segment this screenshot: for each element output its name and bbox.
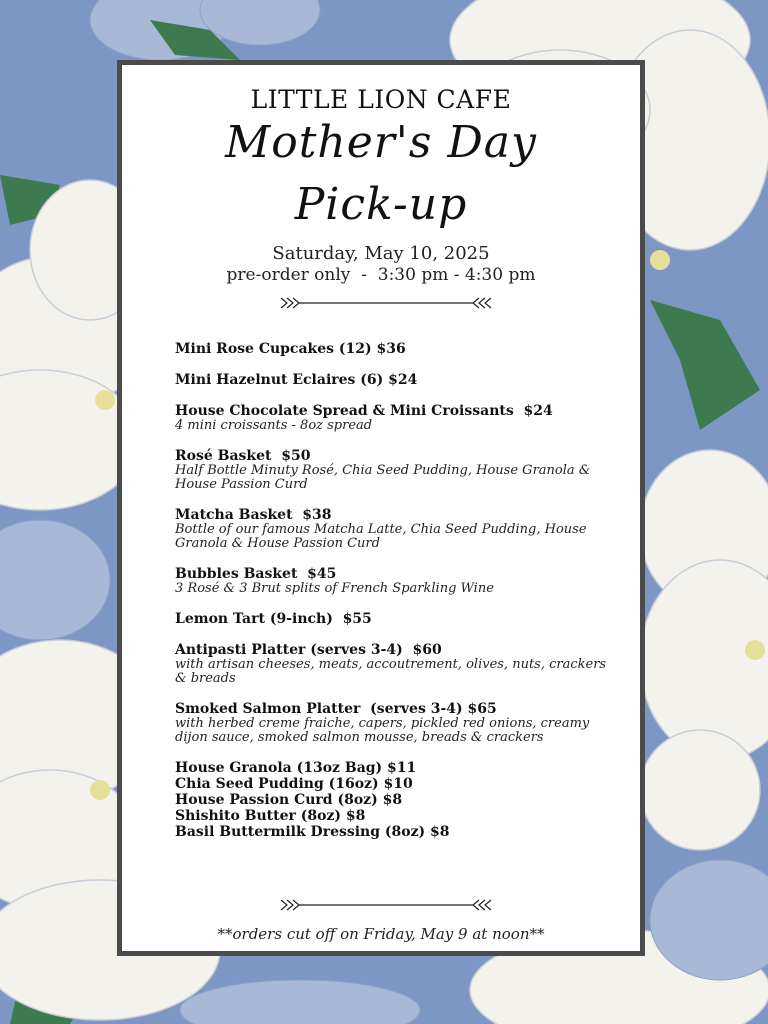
menu-item-desc: 3 Rosé & 3 Brut splits of French Sparkling Wine — [175, 581, 494, 596]
menu-item-name: Bubbles Basket $45 — [175, 566, 337, 582]
menu-item-name: Lemon Tart (9-inch) $55 — [175, 611, 372, 627]
menu-item — [175, 341, 615, 357]
menu-item-desc: 4 mini croissants - 8oz spread — [175, 418, 373, 433]
menu-item-name: House Chocolate Spread & Mini Croissants $24 — [175, 403, 553, 419]
arrow-divider — [279, 897, 493, 913]
title-line-1: Mother's Day — [225, 117, 537, 168]
menu-item — [175, 403, 615, 433]
arrow-divider — [279, 295, 493, 311]
menu-item-desc: with artisan cheeses, meats, accoutrement, olives, nuts, crackers & breads — [175, 657, 607, 686]
menu-item-desc: Half Bottle Minuty Rosé, Chia Seed Pudding, House Granola & House Passion Curd — [175, 463, 591, 492]
event-date: Saturday, May 10, 2025 — [272, 243, 490, 264]
extra-item: Basil Buttermilk Dressing (8oz) $8 — [175, 824, 450, 840]
event-hours: pre-order only - 3:30 pm - 4:30 pm — [226, 265, 536, 285]
menu-item — [175, 372, 615, 388]
extra-item: House Granola (13oz Bag) $11 — [175, 760, 417, 776]
menu-items — [175, 341, 615, 855]
menu-card — [117, 60, 645, 956]
extras-list — [175, 760, 615, 840]
title-line-2: Pick-up — [294, 179, 468, 230]
menu-item-name: Rosé Basket $50 — [175, 448, 311, 464]
order-cutoff-note: **orders cut off on Friday, May 9 at noon** — [217, 925, 545, 943]
menu-item — [175, 448, 615, 492]
menu-item-name: Mini Rose Cupcakes (12) $36 — [175, 341, 406, 357]
menu-item-desc: with herbed creme fraiche, capers, pickled red onions, creamy dijon sauce, smoked salmon mousse, breads & crackers — [175, 716, 590, 745]
menu-item — [175, 507, 615, 551]
menu-item-desc: Bottle of our famous Matcha Latte, Chia Seed Pudding, House Granola & House Passion Curd — [175, 522, 587, 551]
menu-item — [175, 611, 615, 627]
menu-item-name: Smoked Salmon Platter (serves 3-4) $65 — [175, 701, 497, 717]
menu-item-name: Mini Hazelnut Eclaires (6) $24 — [175, 372, 418, 388]
cafe-name: LITTLE LION CAFE — [250, 85, 512, 114]
extra-item: House Passion Curd (8oz) $8 — [175, 792, 403, 808]
extra-item: Shishito Butter (8oz) $8 — [175, 808, 366, 824]
menu-item-name: Antipasti Platter (serves 3-4) $60 — [175, 642, 442, 658]
menu-item — [175, 642, 615, 686]
extra-item: Chia Seed Pudding (16oz) $10 — [175, 776, 413, 792]
menu-item — [175, 701, 615, 745]
menu-item-name: Matcha Basket $38 — [175, 507, 332, 523]
menu-item — [175, 566, 615, 596]
